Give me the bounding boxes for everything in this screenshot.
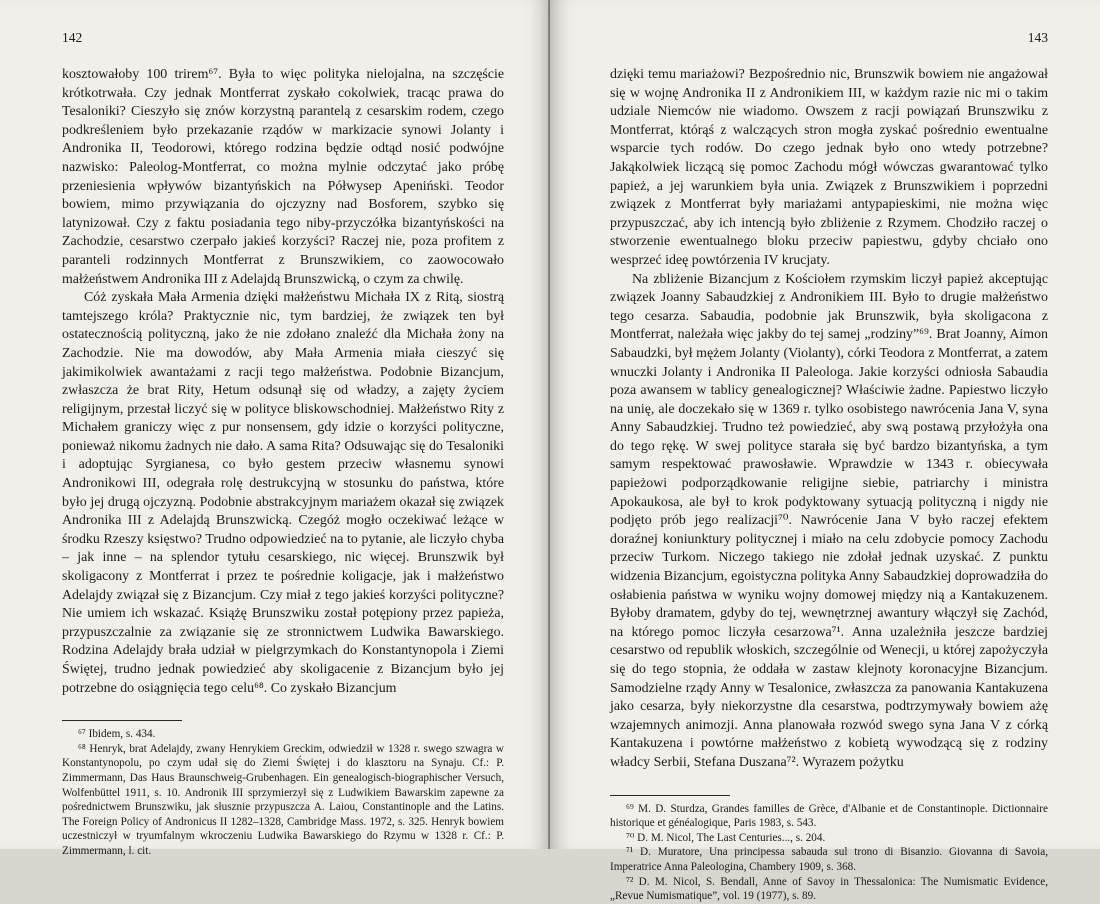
paragraph: kosztowałoby 100 trirem⁶⁷. Była to więc polityka nielojalna, na szczęście krótkotrwała. Czy jednak Montferrat zyskało cokolwiek, tracąc prawa do Tesaloniki? Cieszyło się znów korzystną parantelą z cesarskim rodem, czego podkreśleniem było przekazanie rządów w markizacie synowi Jolanty i Andronika II, Teodorowi, którego rodzina będzie odtąd nosić podwójne nazwisko: Paleolog-Montferrat, co można mylnie odczytać jako próbę przeniesienia wpływów bizantyńskich na Półwysep Apeniński. Teodor bowiem, mimo przywiązania do ojczyzny nad Bosforem, szybko się latynizował. Czy z faktu posiadania tego niby-przyczółka bizantyńskości na Zachodzie, cesarstwo czerpało jakieś korzyści? Raczej nie, poza profitem z paranteli rodzinnych Montferrat z Brunszwikiem, co zaowocowało małżeństwem Andronika III z Adelajdą Brunszwicką, o czym za chwilę. <box>62 67 504 287</box>
page-number: 142 <box>62 30 83 45</box>
footnote: ⁶⁸ Henryk, brat Adelajdy, zwany Henrykiem Greckim, odwiedził w 1328 r. swego szwagra w Konstantynopolu, po czym udał się do Ziemi Świętej i do klasztoru na Synaju. Cf.: P. Zimmermann, Das Haus Braunschweig-Grubenhagen. Ein genealogisch-biographischer Versuch, Wolfenbüttel 1911, s. 10. Andronik III sprzymierzył się z Ludwikiem Bawarskim zapewne za pośrednictwem Brunszwiku, jak słusznie przypuszcza A. Laiou, Constantinople and the Latins. The Foreign Policy of Andronicus II 1282–1328, Cambridge Mass. 1972, s. 325. Henryk bowiem uczestniczył w tryumfalnym wkroczeniu Ludwika Bawarskiego do Rzymu w 1328 r. Cf.: P. Zimmermann, l. cit. <box>62 742 504 857</box>
page-number: 143 <box>1027 30 1048 45</box>
footnote: ⁶⁷ Ibidem, s. 434. <box>78 728 156 741</box>
paragraph: Na zbliżenie Bizancjum z Kościołem rzymskim liczył papież akceptując związek Joanny Sabaudzkiej z Andronikiem III. Było to drugie małżeństwo tego cesarza. Sabaudia, podobnie jak Brunszwik, była skoligacona z Montferrat, należała więc jakby do tej samej „rodziny”⁶⁹. Brat Joanny, Aimon Sabaudzki, był mężem Jolanty (Violanty), córki Teodora z Montferrat, a zatem wnuczki Jolanty i Andronika II Paleologa. Jakie korzyści odniosła Sabaudia poza awansem w tablicy genealogicznej? Właściwie żadne. Papiestwo liczyło na unię, ale doczekało się w 1369 r. tylko osobistego nawrócenia Jana V, syna Anny Sabaudzkiej. Trudno też powiedzieć, aby swą postawą przyłożyła ona do tego rękę. W swej polityce starała się być bardzo bizantyńska, a tym samym respektować prawosławie. Wprawdzie w 1343 r. obiecywała papieżowi podporządkowanie religijne siebie, patriarchy i ministra Apokaukosa, ale był to krok podyktowany sytuacją polityczną i nigdy nie podjęto prób jego realizacji⁷⁰. Nawrócenie Jana V było raczej efektem doraźnej koniunktury politycznej i miało na celu zdobycie pomocy Zachodu przeciw Turkom. Niczego takiego nie zdołał jednak uzyskać. Z punktu widzenia Bizancjum, egoistyczna polityka Anny Sabaudzkiej doprowadziła do osłabienia państwa w wyniku wojny domowej między nią a Kantakuzenem. Byłoby dramatem, gdyby do tej, wewnętrznej awantury włączył się Zachód, na którego pomoc liczyła cesarzowa⁷¹. Anna uzależniła jeszcze bardziej cesarstwo od republik włoskich, szczególnie od Wenecji, u której zapożyczyła się do tego stopnia, że oddała w zastaw klejnoty koronacyjne Bizancjum. Samodzielne rządy Anny w Tesalonice, zwłaszcza za panowania Kantakuzena jako cesarza, były niekorzystne dla cesarstwa, podtrzymywały bowiem ażę wzajemnych animozji. Anna planowała rozwód swego syna Jana V z córką Kantakuzena i powtórne małżeństwo z kobietą wywodzącą się z rodziny władcy Serbii, Stefana Duszana⁷². Wyrazem pożytku <box>610 271 1048 770</box>
footnote-divider <box>610 795 730 796</box>
footnotes <box>610 802 1048 904</box>
main-text <box>62 66 504 698</box>
footnote: ⁷² D. M. Nicol, S. Bendall, Anne of Savoy in Thessalonica: The Numismatic Evidence, „Revue Numismatique”, vol. 19 (1977), s. 89. <box>610 875 1048 903</box>
footnote: ⁷⁰ D. M. Nicol, The Last Centuries..., s. 204. <box>626 831 826 844</box>
footnotes <box>62 727 504 858</box>
paragraph: Cóż zyskała Mała Armenia dzięki małżeństwu Michała IX z Ritą, siostrą tamtejszego króla? Praktycznie nic, tym bardziej, że związek ten był ostatecznością polityczną, jako że nie zdołano znaleźć dla Michała żony na Zachodzie. Nie ma dowodów, aby Mała Armenia miała cieszyć się jakimikolwiek awantażami z racji tego małżeństwa. Podobnie Bizancjum, zwłaszcza że brat Rity, Hetum odsunął się od władzy, a zajęty życiem religijnym, przestał liczyć się w polityce bliskowschodniej. Małżeństwo Rity z Michałem graniczy więc z pur nonsensem, gdy idzie o korzyści polityczne, ponieważ nikomu żadnych nie dało. A sama Rita? Odsuwając się do Tesaloniki i adoptując Syrgianesa, co było gestem przeciw własnemu synowi Andronikowi III, odegrała rolę destrukcyjną w stosunku do państwa, które było jej drugą ojczyzną. Podobnie abstrakcyjnym mariażem okazał się związek Andronika III z Adelajdą Brunszwicką. Czegóż mogło oczekiwać leżące w środku Rzeszy księstwo? Trudno odpowiedzieć na to pytanie, ale liczyło chyba – jak inne – na splendor tytułu cesarskiego, nic więcej. Brunszwik był skoligacony z Montferrat i przez te pośrednie koligacje, jak i małżeństwo Adelajdy związał się z Bizancjum. Czy miał z tego jakieś korzyści polityczne? Nie umiem ich wskazać. Książę Brunszwiku został potępiony przez papieża, przypuszczalnie za związanie się ze stronnictwem Ludwika Bawarskiego. Rodzina Adelajdy brała udział w pielgrzymkach do Konstantynopola i Ziemi Świętej, trudno jednak powiedzieć aby skoligacenie z Bizancjum było jej potrzebne do osiągnięcia tego celu⁶⁸. Co zyskało Bizancjum <box>62 290 504 696</box>
right-page <box>550 0 1100 903</box>
footnote-divider <box>62 720 182 721</box>
paragraph: dzięki temu mariażowi? Bezpośrednio nic, Brunszwik bowiem nie angażował się w wojnę Andronika II z Andronikiem III, w każdym razie nic mi o takim udziale Niemców nie wiadomo. Owszem z racji powiązań Brunszwiku z Montferrat, którąś z walczących stron mogła zyskać pośrednio ewentualne wsparcie tych rodów. Do czego jednak było ono wtedy potrzebne? Jakąkolwiek liczącą się pomoc Zachodu mógł wówczas gwarantować tylko papież, a jej warunkiem była unia. Związek z Brunszwikiem i poprzedni związek z Montferrat były mariażami antypapieskimi, nie można więc przypuszczać, aby ich intencją było zbliżenie z Rzymem. Chodziło raczej o stworzenie ewentualnego bloku przeciw papiestwu, gdyby chciało ono wesprzeć ideę powtórzenia IV krucjaty. <box>610 67 1048 268</box>
main-text <box>610 66 1048 773</box>
footnote: ⁶⁹ M. D. Sturdza, Grandes familles de Grèce, d'Albanie et de Constantinople. Dictionnaire historique et généalogique, Paris 1983, s. 543. <box>610 802 1048 830</box>
left-page <box>0 0 550 857</box>
footnote: ⁷¹ D. Muratore, Una principessa sabauda sul trono di Bisanzio. Giovanna di Savoia, Imperatrice Anna Paleologina, Chambery 1909, s. 368. <box>610 846 1048 873</box>
